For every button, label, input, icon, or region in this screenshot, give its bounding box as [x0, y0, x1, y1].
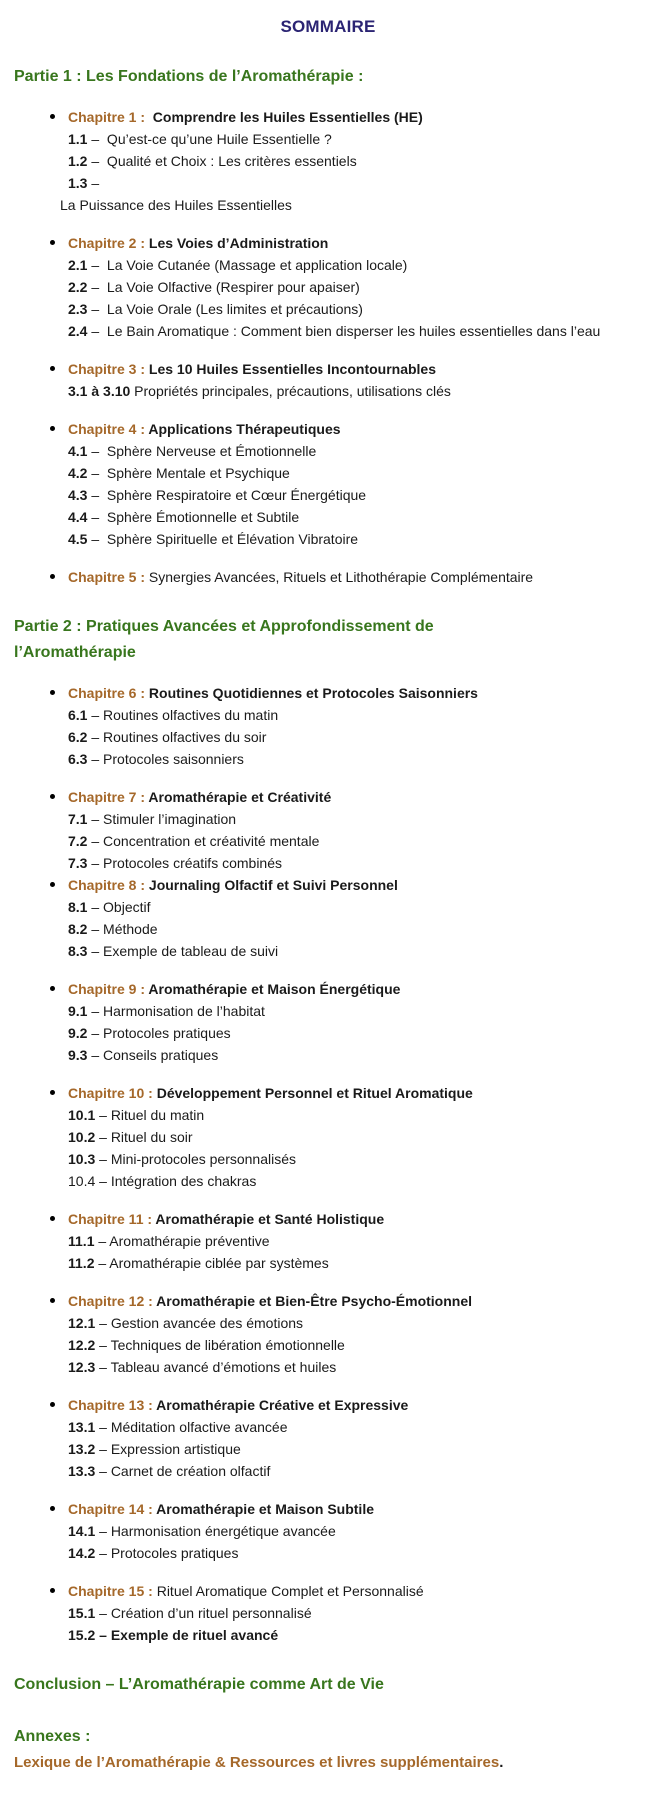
bullet-icon — [50, 882, 55, 887]
toc-item-text: – Sphère Émotionnelle et Subtile — [87, 509, 300, 525]
chapter-row — [14, 106, 642, 128]
bullet-icon — [50, 240, 55, 245]
chapter-row — [14, 682, 642, 704]
chapter-label: Chapitre 9 : — [68, 981, 149, 997]
bullet-icon — [50, 794, 55, 799]
toc-item-text: – Aromathérapie préventive — [94, 1233, 270, 1249]
toc-item-number: 12.2 — [68, 1337, 96, 1353]
toc-item-number: 1.1 — [68, 131, 88, 147]
toc-item — [68, 830, 642, 852]
toc-item-text: – Protocoles créatifs combinés — [87, 855, 282, 871]
toc-item-text: – Stimuler l’imagination — [87, 811, 237, 827]
toc-item — [68, 1602, 642, 1624]
chapter-heading — [68, 1082, 642, 1104]
chapter-group — [14, 232, 642, 342]
bullet-cell — [44, 874, 68, 887]
toc-item-text: 10.4 – Intégration des chakras — [68, 1173, 257, 1189]
toc-content — [14, 64, 642, 1774]
toc-item-text: – Conseils pratiques — [87, 1047, 219, 1063]
chapter-heading — [68, 1290, 642, 1312]
toc-item-number: 7.1 — [68, 811, 88, 827]
chapter-group — [14, 566, 642, 588]
chapter-row — [14, 1290, 642, 1312]
chapter-label: Chapitre 4 : — [68, 421, 149, 437]
toc-item-text: La Puissance des Huiles Essentielles — [60, 197, 292, 213]
toc-item — [68, 1312, 642, 1334]
bullet-cell — [44, 232, 68, 245]
chapter-row — [14, 978, 642, 1000]
chapter-heading — [68, 978, 642, 1000]
toc-item-number: 10.3 — [68, 1151, 96, 1167]
toc-item-number: 1.2 — [68, 153, 88, 169]
part-heading-line: Partie 2 : Pratiques Avancées et Approfondissement de — [14, 618, 434, 635]
chapter-group — [14, 978, 642, 1066]
chapter-label: Chapitre 6 : — [68, 685, 149, 701]
toc-item — [68, 462, 642, 484]
toc-item — [68, 1460, 642, 1482]
toc-item — [68, 1126, 642, 1148]
toc-item-text: – Rituel du soir — [95, 1129, 193, 1145]
bullet-icon — [50, 114, 55, 119]
chapter-group — [14, 1498, 642, 1564]
toc-item — [68, 940, 642, 962]
toc-item — [68, 896, 642, 918]
part-heading — [14, 1672, 642, 1698]
toc-item — [68, 254, 642, 276]
toc-item-number: 9.2 — [68, 1025, 88, 1041]
toc-item-number: 2.4 — [68, 323, 88, 339]
toc-item — [68, 1438, 642, 1460]
toc-item-text: – Aromathérapie ciblée par systèmes — [94, 1255, 329, 1271]
toc-item-number: 4.1 — [68, 443, 88, 459]
toc-item-text: – Routines olfactives du matin — [87, 707, 279, 723]
bullet-cell — [44, 682, 68, 695]
toc-item — [68, 1334, 642, 1356]
part-heading-line: Partie 1 : Les Fondations de l’Aromathérapie : — [14, 68, 364, 85]
chapter-title: Routines Quotidiennes et Protocoles Saisonniers — [148, 685, 478, 701]
chapter-heading — [68, 1394, 642, 1416]
toc-item-number: 9.3 — [68, 1047, 88, 1063]
toc-item — [68, 748, 642, 770]
bullet-icon — [50, 1090, 55, 1095]
toc-item-text: – Qualité et Choix : Les critères essentiels — [87, 153, 357, 169]
bullet-cell — [44, 978, 68, 991]
bullet-cell — [44, 1498, 68, 1511]
toc-item-number: 2.1 — [68, 257, 88, 273]
toc-item — [68, 1148, 642, 1170]
toc-item-number: 8.3 — [68, 943, 88, 959]
bullet-icon — [50, 1298, 55, 1303]
bullet-cell — [44, 358, 68, 371]
chapter-label: Chapitre 1 : — [68, 109, 153, 125]
chapter-heading — [68, 1498, 642, 1520]
toc-item-number: 8.1 — [68, 899, 88, 915]
chapter-heading — [68, 106, 642, 128]
chapter-group — [14, 106, 642, 216]
chapter-row — [14, 1394, 642, 1416]
chapter-row — [14, 786, 642, 808]
toc-item — [68, 1520, 642, 1542]
toc-item — [68, 1542, 642, 1564]
chapter-group — [14, 1082, 642, 1192]
chapter-label: Chapitre 7 : — [68, 789, 149, 805]
chapter-label: Chapitre 11 : — [68, 1211, 156, 1227]
bullet-cell — [44, 1580, 68, 1593]
chapter-title: Comprendre les Huiles Essentielles (HE) — [152, 109, 423, 125]
toc-item — [60, 194, 642, 216]
toc-item-text: – Sphère Nerveuse et Émotionnelle — [87, 443, 317, 459]
toc-item-text: – Harmonisation énergétique avancée — [95, 1523, 336, 1539]
toc-item-text: – Objectif — [87, 899, 151, 915]
bullet-icon — [50, 366, 55, 371]
toc-item-text: – Techniques de libération émotionnelle — [95, 1337, 345, 1353]
chapter-heading — [68, 418, 642, 440]
toc-item — [68, 1624, 642, 1646]
chapter-group — [14, 1290, 642, 1378]
part-heading — [14, 64, 642, 90]
chapter-title: Les Voies d’Administration — [148, 235, 329, 251]
chapter-title: Aromathérapie et Créativité — [148, 789, 332, 805]
toc-item-text: – Concentration et créativité mentale — [87, 833, 320, 849]
toc-item-number: 6.2 — [68, 729, 88, 745]
bullet-icon — [50, 986, 55, 991]
toc-item-number: 4.5 — [68, 531, 88, 547]
toc-item-text: – Routines olfactives du soir — [87, 729, 267, 745]
toc-item — [68, 1022, 642, 1044]
toc-item-number: 13.3 — [68, 1463, 96, 1479]
chapter-heading — [68, 874, 642, 896]
toc-item-text: – Harmonisation de l’habitat — [87, 1003, 265, 1019]
chapter-group — [14, 358, 642, 402]
toc-item — [68, 1356, 642, 1378]
part-heading-line: Annexes : — [14, 1728, 91, 1745]
toc-item-text: Propriétés principales, précautions, utilisations clés — [130, 383, 451, 399]
toc-item — [68, 484, 642, 506]
chapter-group — [14, 786, 642, 874]
bullet-icon — [50, 1506, 55, 1511]
toc-item-number: 11.1 — [68, 1233, 95, 1249]
chapter-row — [14, 1208, 642, 1230]
toc-item-number: 13.1 — [68, 1419, 96, 1435]
chapter-heading — [68, 566, 642, 588]
bullet-icon — [50, 1588, 55, 1593]
chapter-title: Applications Thérapeutiques — [148, 421, 341, 437]
chapter-label: Chapitre 13 : — [68, 1397, 157, 1413]
toc-item-text: – Méditation olfactive avancée — [95, 1419, 288, 1435]
toc-item — [68, 1044, 642, 1066]
toc-item-number: 9.1 — [68, 1003, 88, 1019]
toc-item — [68, 808, 642, 830]
toc-item-number: 2.2 — [68, 279, 88, 295]
toc-item — [68, 1252, 642, 1274]
toc-item-text: – Méthode — [87, 921, 158, 937]
chapter-title: Aromathérapie et Maison Énergétique — [148, 981, 401, 997]
toc-item-number: 12.3 — [68, 1359, 96, 1375]
toc-item-text: – Protocoles pratiques — [87, 1025, 231, 1041]
toc-item — [68, 918, 642, 940]
bullet-cell — [44, 1290, 68, 1303]
toc-item-text: – Exemple de tableau de suivi — [87, 943, 279, 959]
chapter-label: Chapitre 15 : — [68, 1583, 157, 1599]
bullet-cell — [44, 1082, 68, 1095]
toc-item-number: 14.2 — [68, 1545, 96, 1561]
bullet-cell — [44, 106, 68, 119]
toc-item-number: 10.1 — [68, 1107, 96, 1123]
toc-item-text: – La Voie Olfactive (Respirer pour apaiser) — [87, 279, 360, 295]
toc-item-text: – Le Bain Aromatique : Comment bien disperser les huiles essentielles dans l’eau — [87, 323, 601, 339]
chapter-row — [14, 1580, 642, 1602]
toc-item-text: – La Voie Orale (Les limites et précautions) — [87, 301, 363, 317]
bullet-cell — [44, 1394, 68, 1407]
chapter-row — [14, 874, 642, 896]
chapter-label: Chapitre 2 : — [68, 235, 149, 251]
toc-item-number: 2.3 — [68, 301, 88, 317]
toc-item — [68, 1230, 642, 1252]
toc-item — [68, 440, 642, 462]
part-heading-line: Conclusion – L’Aromathérapie comme Art de Vie — [14, 1676, 384, 1693]
toc-item — [68, 1170, 642, 1192]
toc-item-text: – — [87, 175, 100, 191]
toc-item-text: – Gestion avancée des émotions — [95, 1315, 304, 1331]
chapter-group — [14, 682, 642, 770]
toc-item-text: – Protocoles pratiques — [95, 1545, 239, 1561]
chapter-row — [14, 358, 642, 380]
chapter-title: Aromathérapie Créative et Expressive — [156, 1397, 409, 1413]
chapter-label: Chapitre 8 : — [68, 877, 149, 893]
toc-item — [68, 726, 642, 748]
bullet-cell — [44, 1208, 68, 1221]
chapter-heading — [68, 1208, 642, 1230]
bullet-icon — [50, 1216, 55, 1221]
page-title: SOMMAIRE — [280, 17, 376, 36]
toc-item — [68, 128, 642, 150]
toc-item-number: 7.2 — [68, 833, 88, 849]
toc-item — [68, 1000, 642, 1022]
annex-line-suffix: . — [499, 1754, 504, 1771]
bullet-icon — [50, 690, 55, 695]
toc-item — [68, 276, 642, 298]
toc-item-number: 6.1 — [68, 707, 88, 723]
chapter-title: Les 10 Huiles Essentielles Incontournables — [148, 361, 437, 377]
chapter-title: Rituel Aromatique Complet et Personnalisé — [156, 1583, 424, 1599]
toc-item — [68, 704, 642, 726]
chapter-row — [14, 566, 642, 588]
toc-item-number: 15.1 — [68, 1605, 96, 1621]
part-heading-line: l’Aromathérapie — [14, 644, 136, 661]
chapter-heading — [68, 786, 642, 808]
toc-item-text: – La Voie Cutanée (Massage et application locale) — [87, 257, 408, 273]
chapter-label: Chapitre 10 : — [68, 1085, 157, 1101]
toc-item-number: 4.3 — [68, 487, 88, 503]
toc-item-number: 7.3 — [68, 855, 88, 871]
bullet-icon — [50, 1402, 55, 1407]
chapter-heading — [68, 682, 642, 704]
toc-item-number: 11.2 — [68, 1255, 95, 1271]
bullet-icon — [50, 574, 55, 579]
chapter-group — [14, 1208, 642, 1274]
toc-item-text: – Carnet de création olfactif — [95, 1463, 271, 1479]
toc-item-number: 13.2 — [68, 1441, 96, 1457]
toc-item-text: – Sphère Respiratoire et Cœur Énergétique — [87, 487, 367, 503]
bullet-cell — [44, 786, 68, 799]
toc-item — [68, 1104, 642, 1126]
chapter-title: Développement Personnel et Rituel Aromatique — [156, 1085, 473, 1101]
toc-item — [68, 172, 642, 194]
chapter-heading — [68, 1580, 642, 1602]
part-heading — [14, 614, 642, 666]
toc-item-text: – Expression artistique — [95, 1441, 241, 1457]
chapter-label: Chapitre 12 : — [68, 1293, 157, 1309]
annex-line — [14, 1752, 642, 1774]
toc-item-text: – Tableau avancé d’émotions et huiles — [95, 1359, 337, 1375]
toc-item-number: 4.4 — [68, 509, 88, 525]
toc-item — [68, 506, 642, 528]
toc-item-text: – Sphère Spirituelle et Élévation Vibratoire — [87, 531, 359, 547]
chapter-group — [14, 874, 642, 962]
toc-item — [68, 150, 642, 172]
toc-item-number: 1.3 — [68, 175, 88, 191]
chapter-label: Chapitre 14 : — [68, 1501, 157, 1517]
toc-item-number: 14.1 — [68, 1523, 96, 1539]
toc-item — [68, 380, 642, 402]
toc-item — [68, 1416, 642, 1438]
toc-item-text: – Qu’est-ce qu’une Huile Essentielle ? — [87, 131, 332, 147]
chapter-group — [14, 418, 642, 550]
chapter-row — [14, 1498, 642, 1520]
annex-line-text: Lexique de l’Aromathérapie & Ressources et livres supplémentaires — [14, 1754, 500, 1771]
chapter-heading — [68, 358, 642, 380]
chapter-row — [14, 232, 642, 254]
toc-item — [68, 320, 642, 342]
chapter-title: Aromathérapie et Maison Subtile — [156, 1501, 374, 1517]
toc-item-number: 6.3 — [68, 751, 88, 767]
chapter-title: Journaling Olfactif et Suivi Personnel — [148, 877, 398, 893]
toc-item — [68, 528, 642, 550]
toc-item-text: – Rituel du matin — [95, 1107, 205, 1123]
toc-item-number: 4.2 — [68, 465, 88, 481]
chapter-label: Chapitre 3 : — [68, 361, 149, 377]
chapter-row — [14, 1082, 642, 1104]
toc-item-text: – Mini-protocoles personnalisés — [95, 1151, 297, 1167]
toc-item — [68, 852, 642, 874]
toc-item-number: 10.2 — [68, 1129, 96, 1145]
toc-item-number: 15.2 – Exemple de rituel avancé — [68, 1627, 279, 1643]
bullet-cell — [44, 566, 68, 579]
chapter-title: Aromathérapie et Santé Holistique — [155, 1211, 385, 1227]
toc-item-text: – Création d’un rituel personnalisé — [95, 1605, 312, 1621]
toc-item-number: 3.1 à 3.10 — [68, 383, 131, 399]
chapter-label: Chapitre 5 : — [68, 569, 149, 585]
chapter-heading — [68, 232, 642, 254]
chapter-group — [14, 1394, 642, 1482]
toc-item-number: 12.1 — [68, 1315, 96, 1331]
chapter-group — [14, 1580, 642, 1646]
chapter-title: Synergies Avancées, Rituels et Lithothérapie Complémentaire — [148, 569, 534, 585]
toc-item-number: 8.2 — [68, 921, 88, 937]
toc-item-text: – Protocoles saisonniers — [87, 751, 244, 767]
toc-item — [68, 298, 642, 320]
chapter-title: Aromathérapie et Bien-Être Psycho-Émotionnel — [156, 1293, 473, 1309]
bullet-cell — [44, 418, 68, 431]
chapter-row — [14, 418, 642, 440]
part-heading — [14, 1724, 642, 1750]
bullet-icon — [50, 426, 55, 431]
toc-item-text: – Sphère Mentale et Psychique — [87, 465, 290, 481]
